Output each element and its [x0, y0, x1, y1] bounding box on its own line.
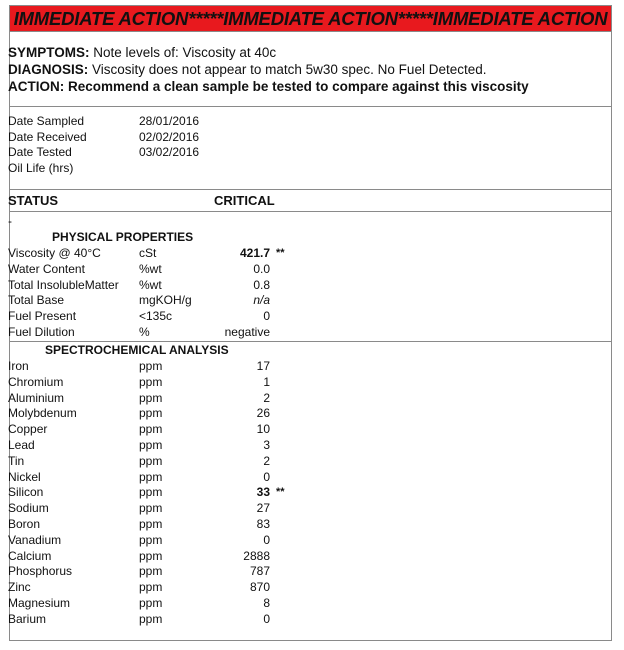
row-name: Barium [8, 611, 47, 626]
row-unit: <135c [139, 309, 173, 324]
table-row [8, 438, 270, 454]
row-value: 1 [263, 374, 270, 389]
row-flag: ** [276, 247, 285, 259]
row-value: 0 [263, 309, 270, 324]
row-value: 2 [263, 390, 270, 405]
divider [9, 341, 612, 342]
row-name: Iron [8, 359, 29, 373]
row-name: Aluminium [8, 390, 65, 405]
table-row [8, 262, 270, 278]
status-label: STATUS [8, 193, 59, 208]
row-value: 2 [263, 453, 270, 468]
row-value: 3 [263, 437, 270, 452]
banner-text: IMMEDIATE ACTION*****IMMEDIATE ACTION*****IMMEDIATE ACTION [13, 7, 608, 29]
table-row [8, 454, 270, 470]
row-name: Zinc [8, 580, 31, 595]
date-label: Date Sampled [8, 114, 85, 128]
row-unit: ppm [139, 580, 163, 595]
row-unit: % [139, 324, 150, 339]
row-unit: ppm [139, 485, 163, 500]
row-unit: ppm [139, 453, 163, 468]
table-row [8, 422, 270, 438]
date-label: Date Received [8, 129, 87, 144]
row-name: Fuel Present [8, 309, 77, 324]
table-row [8, 278, 270, 294]
status-value: CRITICAL [214, 193, 275, 208]
table-row [8, 325, 270, 341]
dates-block [8, 114, 200, 176]
row-value: 787 [249, 564, 270, 579]
symptoms-line: SYMPTOMS: Note levels of: Viscosity at 40c [8, 45, 277, 60]
row-name: Molybdenum [8, 406, 77, 421]
row-unit: ppm [139, 437, 163, 452]
table-row [8, 580, 270, 596]
divider [9, 106, 612, 107]
row-name: Phosphorus [8, 564, 73, 579]
table-row [8, 533, 270, 549]
table-row [8, 501, 270, 517]
divider [9, 189, 612, 190]
date-value: 02/02/2016 [139, 129, 200, 144]
table-row [8, 596, 270, 612]
row-name: Water Content [8, 261, 85, 276]
row-name: Tin [8, 453, 25, 468]
table-row [8, 246, 285, 262]
divider [9, 211, 612, 212]
row-name: Viscosity @ 40°C [8, 246, 101, 260]
row-name: Calcium [8, 548, 52, 563]
row-value: 0 [263, 532, 270, 547]
row-unit: mgKOH/g [139, 293, 192, 308]
table-row [8, 612, 270, 628]
row-unit: ppm [139, 359, 163, 373]
row-unit: ppm [139, 501, 163, 516]
row-value: 83 [256, 516, 270, 531]
row-name: Nickel [8, 469, 41, 484]
row-value: negative [224, 324, 270, 339]
row-unit: ppm [139, 374, 163, 389]
row-value: 870 [249, 580, 270, 595]
row-unit: %wt [139, 261, 162, 276]
row-name: Total Base [8, 293, 65, 308]
date-label: Date Tested [8, 145, 72, 159]
table-row [8, 375, 270, 391]
row-unit: ppm [139, 595, 163, 610]
row-unit: ppm [139, 390, 163, 405]
row-name: Fuel Dilution [8, 324, 75, 339]
date-label: Oil Life (hrs) [8, 160, 74, 175]
row-name: Silicon [8, 485, 44, 500]
table-row [8, 470, 270, 486]
physical-properties-title: PHYSICAL PROPERTIES [52, 230, 194, 244]
row-value: 8 [263, 595, 270, 610]
row-unit: ppm [139, 564, 163, 579]
row-name: Lead [8, 437, 35, 452]
row-unit: ppm [139, 532, 163, 547]
spectrochemical-table [8, 359, 285, 628]
divider [10, 31, 611, 32]
date-value: 03/02/2016 [139, 145, 200, 159]
row-unit: ppm [139, 406, 163, 421]
row-value: 33 [256, 485, 270, 500]
row-name: Vanadium [8, 532, 62, 547]
dash-text: - [8, 214, 12, 228]
row-name: Magnesium [8, 595, 71, 610]
date-value: 28/01/2016 [139, 114, 200, 128]
immediate-action-banner [10, 6, 611, 31]
row-value: 0 [263, 611, 270, 626]
row-value: 0.0 [253, 261, 270, 276]
row-value: 17 [256, 359, 270, 373]
row-name: Sodium [8, 501, 49, 516]
row-name: Boron [8, 516, 41, 531]
row-value: 0.8 [253, 277, 270, 292]
table-row [8, 406, 270, 422]
row-value: 0 [263, 469, 270, 484]
row-unit: ppm [139, 422, 163, 437]
table-row [8, 564, 270, 580]
row-unit: cSt [139, 246, 157, 260]
row-unit: ppm [139, 516, 163, 531]
table-row [8, 391, 270, 407]
row-value: 421.7 [239, 246, 270, 260]
table-row [8, 549, 270, 565]
table-row [8, 485, 285, 501]
row-value: 26 [256, 406, 270, 421]
row-name: Chromium [8, 374, 64, 389]
row-value: n/a [253, 293, 270, 308]
table-row [8, 517, 270, 533]
date-row [8, 129, 200, 146]
table-row [8, 309, 270, 325]
action-line: ACTION: Recommend a clean sample be tested to compare against this viscosity [8, 79, 529, 94]
diagnosis-line: DIAGNOSIS: Viscosity does not appear to match 5w30 spec. No Fuel Detected. [8, 62, 487, 77]
date-row [8, 114, 200, 130]
table-row [8, 359, 270, 375]
row-unit: %wt [139, 277, 162, 292]
row-unit: ppm [139, 548, 163, 563]
table-row [8, 293, 270, 309]
spectrochemical-analysis-title: SPECTROCHEMICAL ANALYSIS [45, 343, 229, 357]
row-value: 2888 [243, 548, 270, 563]
row-value: 27 [256, 501, 270, 516]
row-flag: ** [276, 486, 285, 499]
row-unit: ppm [139, 611, 163, 626]
row-unit: ppm [139, 469, 163, 484]
row-name: Total InsolubleMatter [8, 277, 119, 292]
date-row [8, 161, 87, 177]
row-value: 10 [256, 422, 270, 437]
date-row [8, 145, 200, 161]
summary-block [8, 44, 529, 95]
row-name: Copper [8, 422, 48, 437]
physical-properties-table [8, 246, 285, 341]
